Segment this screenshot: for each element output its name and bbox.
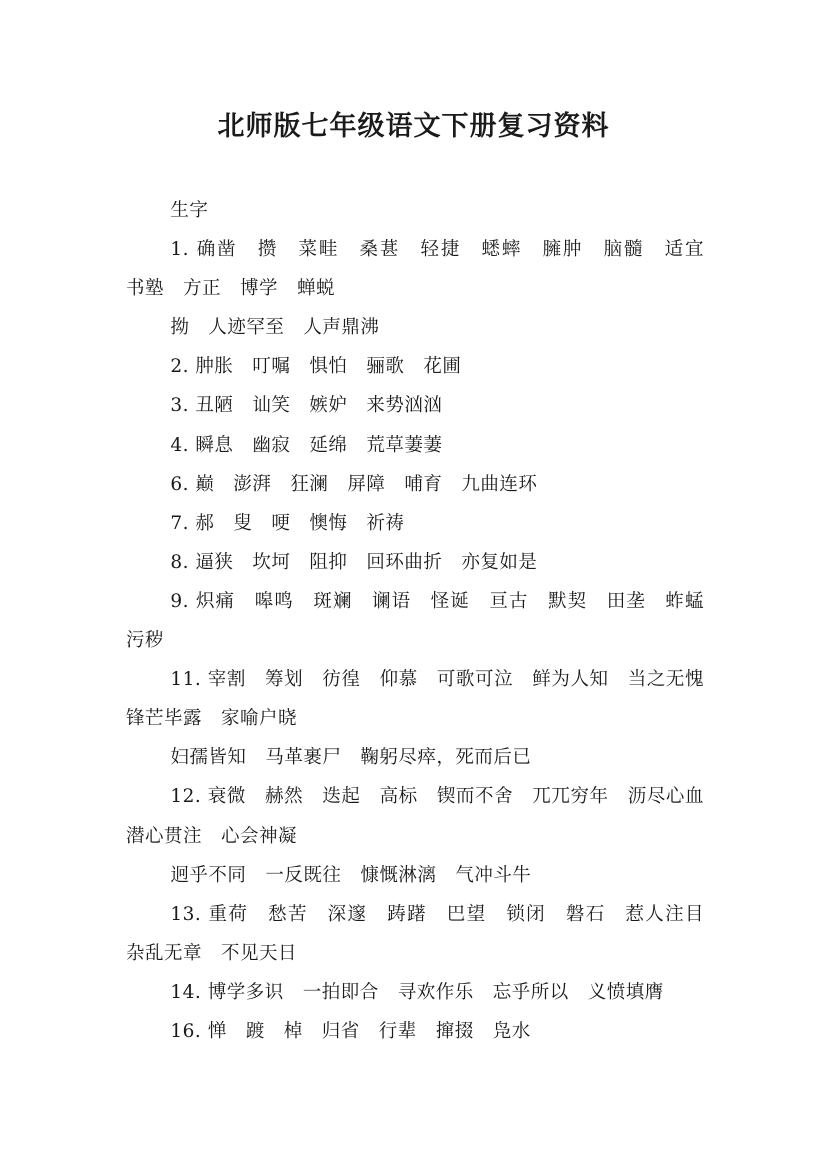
paragraph-lesson-12: 12. 衰微 赫然 迭起 高标 锲而不舍 兀兀穷年 沥尽心血 潜心贯注 心会神凝 — [126, 786, 724, 847]
paragraph-lesson-12-continued: 迥乎不同 一反既往 慷慨淋漓 气冲斗牛 — [170, 864, 532, 886]
paragraph-lesson-11-continued: 妇孺皆知 马革裹尸 鞠躬尽瘁，死而后已 — [170, 747, 532, 769]
paragraph-lesson-4: 4. 瞬息 幽寂 延绵 荒草萋萋 — [170, 434, 443, 456]
paragraph-lesson-11: 11. 宰割 筹划 彷徨 仰慕 可歌可泣 鲜为人知 当之无愧 锋芒毕露 家喻户晓 — [126, 669, 724, 730]
paragraph-lesson-6: 6. 巅 澎湃 狂澜 屏障 哺育 九曲连环 — [170, 473, 538, 495]
paragraph-lesson-1: 1. 确凿 攒 菜畦 桑葚 轻捷 蟋蟀 臃肿 脑髓 适宜 书塾 方正 博学 蝉蜕 — [126, 239, 724, 300]
paragraph-lesson-1-continued: 拗 人迹罕至 人声鼎沸 — [170, 317, 380, 339]
document-title: 北师版七年级语文下册复习资料 — [217, 111, 610, 142]
paragraph-lesson-3: 3. 丑陋 讪笑 嫉妒 来势汹汹 — [170, 395, 443, 417]
document-body — [126, 191, 724, 1051]
paragraph-lesson-8: 8. 逼狭 坎坷 阻抑 回环曲折 亦复如是 — [170, 551, 538, 573]
paragraph-lesson-14: 14. 博学多识 一拍即合 寻欢作乐 忘乎所以 义愤填膺 — [170, 981, 664, 1003]
paragraph-lesson-2: 2. 肿胀 叮嘱 惧怕 骊歌 花圃 — [170, 356, 462, 378]
paragraph-lesson-13: 13. 重荷 愁苦 深邃 踌躇 巴望 锁闭 磐石 惹人注目 杂乱无章 不见天日 — [126, 903, 724, 964]
paragraph-lesson-9: 9. 炽痛 嗥鸣 斑斓 谰语 怪诞 亘古 默契 田垄 蚱蜢 污秽 — [126, 590, 724, 652]
section-heading-characters: 生字 — [170, 200, 209, 221]
paragraph-lesson-7: 7. 郝 叟 哽 懊悔 祈祷 — [170, 512, 405, 534]
paragraph-lesson-16: 16. 惮 踱 棹 归省 行辈 撺掇 凫水 — [170, 1020, 531, 1042]
